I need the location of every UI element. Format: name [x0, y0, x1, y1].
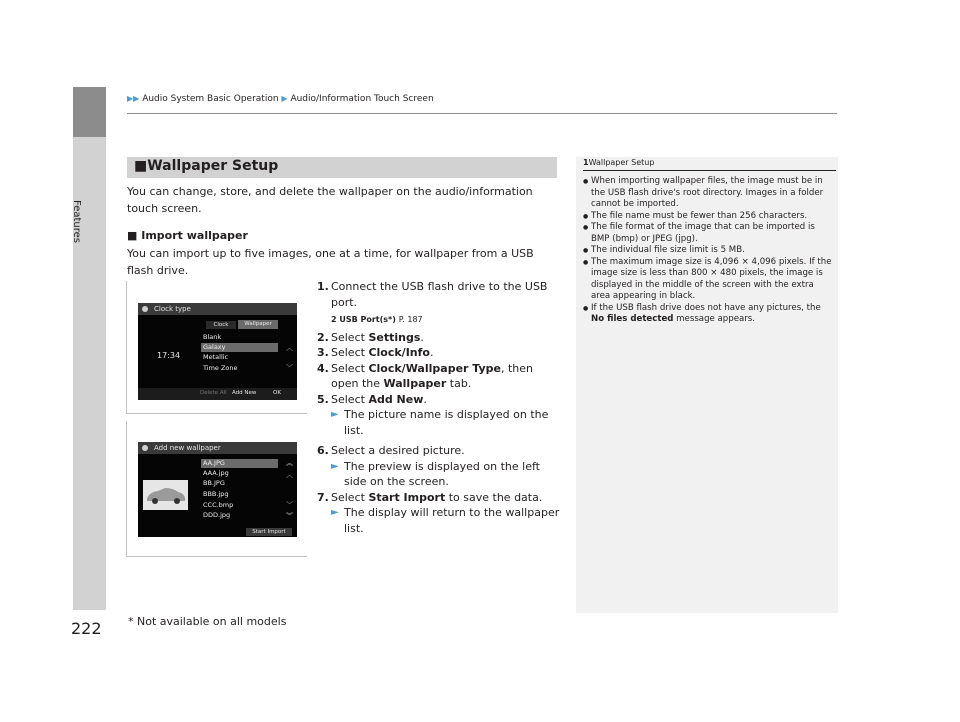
- tab-wallpaper[interactable]: Wallpaper: [238, 320, 278, 329]
- step-7: 7. Select Start Import to save the data. ► The display will return to the wallpaper list.: [317, 490, 560, 535]
- breadcrumb-part1: Audio System Basic Operation: [142, 94, 279, 104]
- note-item: ● The individual file size limit is 5 MB.: [583, 245, 833, 257]
- start-import-button[interactable]: Start Import: [246, 528, 292, 536]
- subsection-text: You can import up to five images, one at a time, for wallpaper from a USB flash drive.: [127, 247, 534, 277]
- breadcrumb: [127, 94, 434, 104]
- clock-preview: 17:34: [157, 351, 181, 360]
- note-item: ● When importing wallpaper files, the image must be in the USB flash drive's root directory. Images in a folder cannot be imported.: [583, 176, 833, 211]
- note-item: ● The file format of the image that can be imported is BMP (bmp) or JPEG (jpg).: [583, 222, 833, 245]
- step-4: 4. Select Clock/Wallpaper Type, then open the Wallpaper tab.: [317, 361, 534, 390]
- step-1: 1. Connect the USB flash drive to the USB port. 2 USB Port(s*) P. 187: [317, 279, 562, 328]
- page-up-icon[interactable]: ︽: [286, 459, 293, 467]
- option-metallic[interactable]: Metallic: [203, 353, 229, 361]
- file-item[interactable]: BB.JPG: [203, 479, 225, 487]
- step-6: 6. Select a desired picture. ► The preview is displayed on the left side on the screen.: [317, 444, 540, 488]
- scroll-up-icon[interactable]: ︿: [286, 344, 293, 352]
- option-galaxy[interactable]: Galaxy: [201, 343, 278, 352]
- result-arrow-icon: ►: [331, 409, 339, 420]
- preview-image: [143, 480, 188, 510]
- result-arrow-icon: ►: [331, 460, 339, 472]
- section-title-text: Wallpaper Setup: [147, 158, 279, 174]
- subsection-title: ■ Import wallpaper: [127, 229, 248, 242]
- tab-clock[interactable]: Clock: [206, 321, 236, 329]
- file-item[interactable]: CCC.bmp: [203, 501, 234, 509]
- result-arrow-icon: ►: [331, 507, 339, 518]
- file-item[interactable]: AA.JPG: [201, 459, 278, 468]
- file-item[interactable]: DDD.jpg: [203, 511, 231, 519]
- note-item: ● The maximum image size is 4,096 × 4,096 pixels. If the image size is less than 800 × 480 pixels, the image is displayed in the middle of the screen with the extra area appearing in black.: [583, 257, 833, 303]
- note-item: ● If the USB flash drive does not have any pictures, the No files detected message appears.: [583, 303, 833, 326]
- footnote: * Not available on all models: [128, 615, 287, 628]
- side-tab-marker: [73, 87, 106, 137]
- arrow-icon: ▶: [281, 94, 288, 103]
- page-number: 222: [71, 619, 102, 638]
- back-icon[interactable]: [142, 306, 148, 312]
- notes-rule: [583, 170, 836, 171]
- cross-reference[interactable]: 2 USB Port(s*) P. 187: [331, 315, 423, 324]
- screen-title: Add new wallpaper: [154, 444, 221, 452]
- step-5: 5. Select Add New. ► The picture name is displayed on the list.: [317, 392, 549, 437]
- option-time-zone[interactable]: Time Zone: [203, 364, 238, 372]
- side-tab: [73, 87, 106, 610]
- step-3: 3. Select Clock/Info.: [317, 346, 434, 359]
- scroll-down-icon[interactable]: ﹀: [286, 501, 293, 509]
- intro-text: You can change, store, and delete the wallpaper on the audio/information touch screen.: [127, 185, 533, 215]
- breadcrumb-part2: Audio/Information Touch Screen: [290, 94, 434, 104]
- notes-title: 1Wallpaper Setup: [583, 158, 655, 167]
- add-new-button[interactable]: Add New: [232, 390, 257, 396]
- side-label: Features: [71, 200, 82, 243]
- header-rule: [127, 113, 837, 114]
- note-item: ● The file name must be fewer than 256 characters.: [583, 211, 833, 223]
- arrow-icon: ▶▶: [127, 94, 140, 103]
- screen-title: Clock type: [154, 305, 191, 313]
- car-icon: [143, 480, 188, 510]
- file-item[interactable]: AAA.jpg: [203, 469, 229, 477]
- page-down-icon[interactable]: ︾: [286, 512, 293, 520]
- step-2: 2. Select Settings.: [317, 330, 424, 344]
- section-marker: ■: [134, 158, 148, 174]
- back-icon[interactable]: [142, 445, 148, 451]
- file-item[interactable]: BBB.jpg: [203, 490, 229, 498]
- ref-icon: 2: [331, 315, 340, 324]
- notes-list: [583, 176, 833, 326]
- section-title: [134, 158, 278, 174]
- option-blank[interactable]: Blank: [203, 333, 222, 341]
- steps-list: [317, 279, 562, 536]
- delete-all-button[interactable]: Delete All: [200, 390, 227, 396]
- scroll-down-icon[interactable]: ﹀: [286, 364, 293, 372]
- ok-button[interactable]: OK: [273, 390, 281, 396]
- scroll-up-icon[interactable]: ︿: [286, 471, 293, 479]
